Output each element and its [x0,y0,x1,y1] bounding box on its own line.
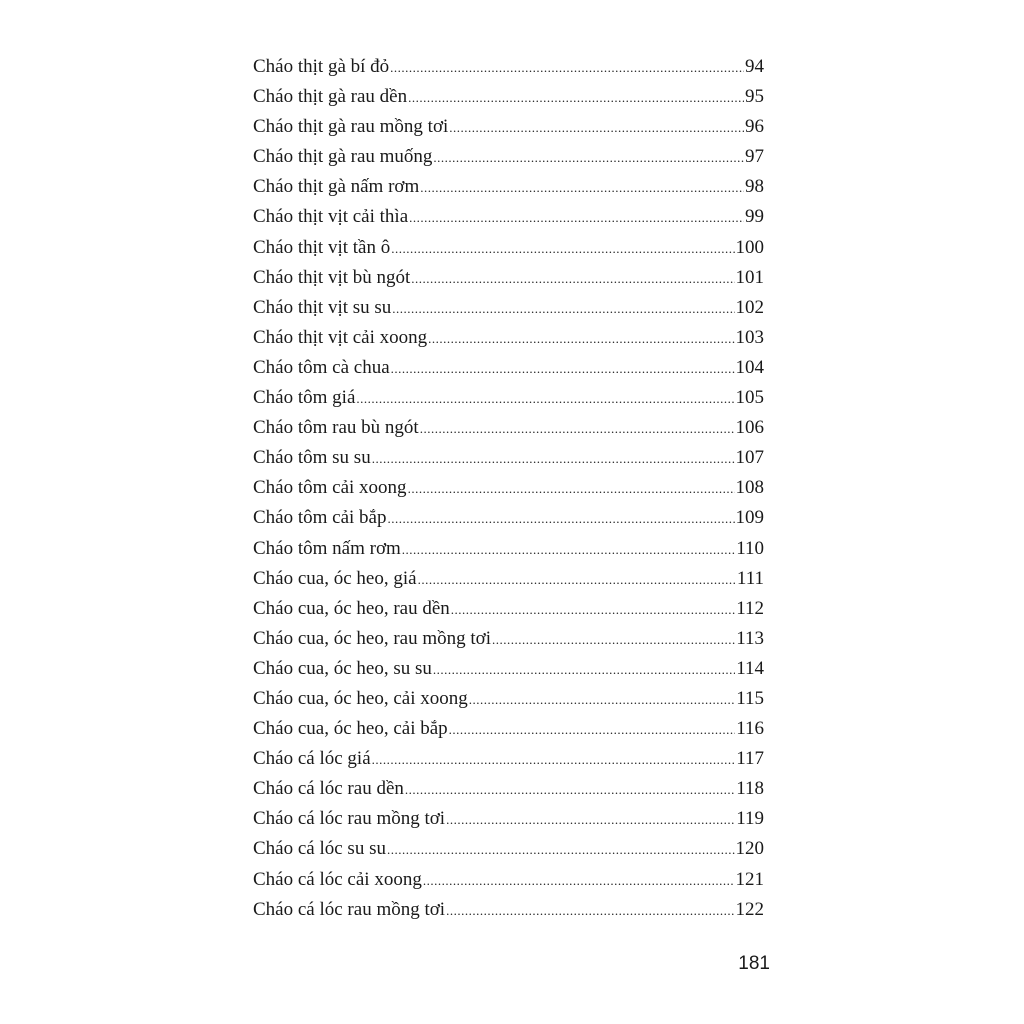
toc-entry-page: 115 [736,687,764,709]
dot-leader [356,384,734,414]
toc-entry-page: 105 [735,387,764,409]
toc-entry-title: Cháo tôm cà chua [253,356,390,378]
toc-entry-title: Cháo tôm cải bắp [253,507,387,529]
dot-leader [449,113,744,143]
toc-entry-page: 95 [745,86,764,108]
toc-entry-title: Cháo thịt vịt bù ngót [253,266,411,288]
toc-entry-page: 114 [736,657,764,679]
toc-entry-page: 110 [736,537,764,559]
dot-leader [409,203,744,233]
toc-entry-title: Cháo cá lóc giá [253,748,371,770]
toc-entry [253,624,764,654]
toc-entry [253,323,764,353]
toc-entry [253,142,764,172]
toc-entry-title: Cháo thịt vịt cải xoong [253,326,428,348]
dot-leader [388,504,735,534]
toc-entry [253,895,764,925]
dot-leader [408,83,744,113]
toc-entry-page: 98 [745,176,764,198]
dot-leader [372,444,735,474]
dot-leader [392,294,734,324]
toc-entry-page: 122 [735,898,764,920]
dot-leader [391,354,735,384]
toc-entry-title: Cháo cua, óc heo, cải xoong [253,687,468,709]
toc-entry-title: Cháo thịt gà nấm rơm [253,176,420,198]
dot-leader [449,715,736,745]
toc-entry-title: Cháo thịt gà rau dền [253,86,408,108]
dot-leader [446,805,735,835]
toc-entry-title: Cháo thịt vịt su su [253,296,392,318]
toc-entry-title: Cháo thịt vịt tần ô [253,236,391,258]
dot-leader [408,474,735,504]
toc-entry [253,654,764,684]
toc-entry [253,804,764,834]
toc-entry [253,865,764,895]
toc-entry [253,233,764,263]
table-of-contents [253,52,764,925]
toc-entry-title: Cháo thịt gà rau mồng tơi [253,116,449,138]
toc-entry-page: 121 [735,868,764,890]
toc-entry [253,202,764,232]
dot-leader [433,143,744,173]
toc-entry-title: Cháo tôm giá [253,387,356,409]
dot-leader [469,685,735,715]
toc-entry-title: Cháo cua, óc heo, rau mồng tơi [253,627,491,649]
toc-entry [253,443,764,473]
toc-entry [253,503,764,533]
toc-entry [253,834,764,864]
dot-leader [411,264,734,294]
toc-entry-page: 103 [735,326,764,348]
toc-entry-title: Cháo thịt gà bí đỏ [253,56,390,77]
toc-entry [253,744,764,774]
toc-entry-title: Cháo tôm su su [253,447,371,469]
dot-leader [446,896,734,926]
toc-entry-page: 111 [736,567,764,589]
toc-entry [253,714,764,744]
toc-entry-page: 106 [735,417,764,439]
dot-leader [420,173,744,203]
toc-entry [253,82,764,112]
dot-leader [372,745,736,775]
toc-entry [253,564,764,594]
toc-entry-title: Cháo cua, óc heo, rau dền [253,597,450,619]
toc-entry-page: 96 [745,116,764,138]
dot-leader [433,655,735,685]
toc-entry [253,774,764,804]
toc-entry-title: Cháo thịt vịt cải thìa [253,206,409,228]
toc-entry-page: 101 [735,266,764,288]
toc-entry [253,473,764,503]
toc-entry [253,263,764,293]
toc-entry-page: 119 [736,808,764,830]
toc-entry-title: Cháo tôm cải xoong [253,477,407,499]
toc-entry-page: 117 [736,748,764,770]
dot-leader [423,866,735,896]
dot-leader [391,234,734,264]
page-number: 181 [738,953,770,974]
toc-entry-title: Cháo tôm rau bù ngót [253,417,419,439]
toc-entry [253,353,764,383]
toc-entry-page: 102 [735,296,764,318]
dot-leader [390,53,744,83]
toc-entry [253,172,764,202]
toc-entry [253,383,764,413]
dot-leader [402,535,735,565]
toc-entry-page: 99 [745,206,764,228]
toc-entry-page: 104 [735,356,764,378]
toc-entry-title: Cháo cua, óc heo, su su [253,657,432,679]
dot-leader [418,565,736,595]
toc-entry-page: 109 [735,507,764,529]
toc-entry-title: Cháo cá lóc rau mồng tơi [253,808,446,830]
toc-entry-page: 113 [736,627,764,649]
toc-entry-page: 107 [735,447,764,469]
dot-leader [405,775,735,805]
toc-entry-title: Cháo cá lóc cải xoong [253,868,422,890]
toc-entry-page: 97 [745,146,764,168]
toc-entry [253,413,764,443]
toc-entry [253,684,764,714]
toc-entry-page: 108 [735,477,764,499]
dot-leader [387,835,735,865]
dot-leader [451,595,735,625]
toc-entry [253,594,764,624]
toc-entry-title: Cháo cá lóc rau dền [253,778,404,800]
toc-entry-title: Cháo cá lóc rau mồng tơi [253,898,446,920]
dot-leader [492,625,735,655]
toc-entry-page: 94 [745,56,764,77]
toc-entry [253,293,764,323]
dot-leader [420,414,735,444]
dot-leader [428,324,734,354]
toc-entry-page: 112 [736,597,764,619]
toc-entry-page: 116 [736,718,764,740]
toc-entry-title: Cháo cá lóc su su [253,838,386,860]
toc-entry-title: Cháo cua, óc heo, giá [253,567,417,589]
toc-entry [253,534,764,564]
toc-entry [253,112,764,142]
toc-entry-page: 120 [735,838,764,860]
toc-entry-title: Cháo thịt gà rau muống [253,146,433,168]
toc-entry-page: 100 [735,236,764,258]
toc-entry-title: Cháo tôm nấm rơm [253,537,401,559]
toc-entry-page: 118 [736,778,764,800]
toc-entry-title: Cháo cua, óc heo, cải bắp [253,718,448,740]
toc-entry [253,52,764,82]
